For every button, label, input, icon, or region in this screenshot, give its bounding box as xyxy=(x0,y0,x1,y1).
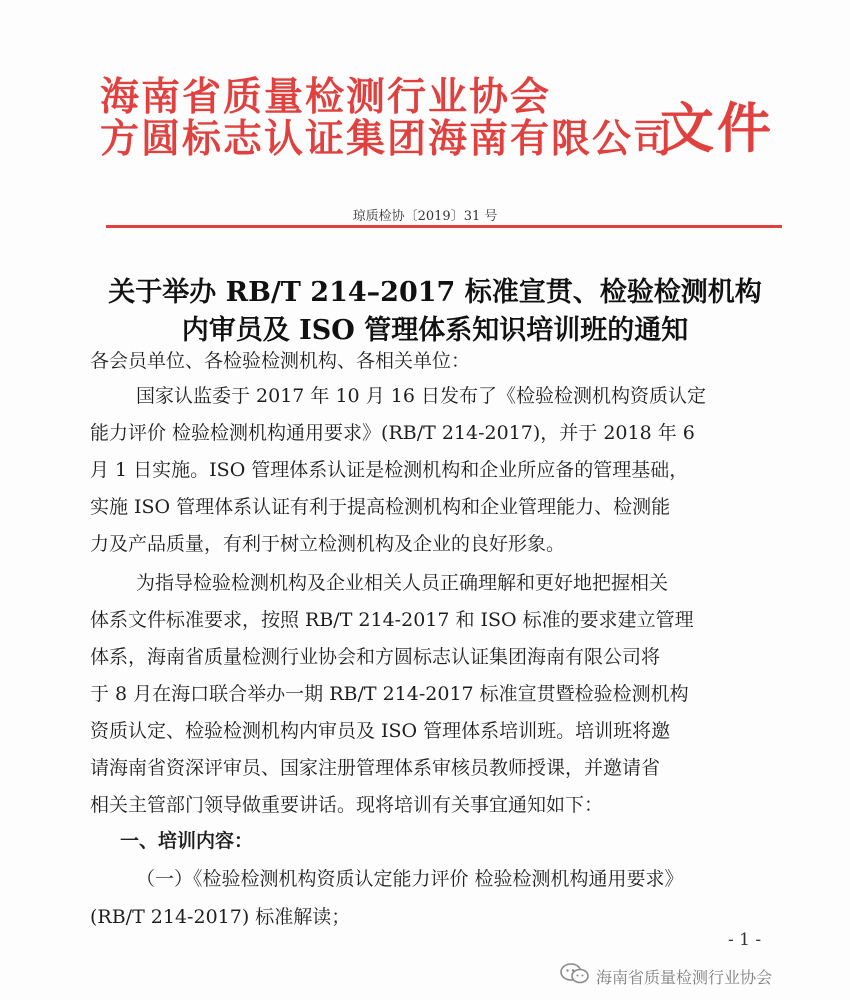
training-item-1: （一）《检验检测机构资质认定能力评价 检验检测机构通用要求》 xyxy=(136,868,684,890)
document-suffix: 文件 xyxy=(660,97,774,160)
training-item-1-continued: (RB/T 214-2017) 标准解读； xyxy=(90,906,351,928)
paragraph-line: 于 8 月在海口联合举办一期 RB/T 214-2017 标准宣贯暨检验检测机构 xyxy=(90,683,689,705)
wechat-icon xyxy=(560,963,590,989)
page-number: - 1 - xyxy=(728,930,762,950)
paragraph-line: 实施 ISO 管理体系认证有利于提高检测机构和企业管理能力、检测能 xyxy=(90,496,671,518)
paragraph-line: 体系，海南省质量检测行业协会和方圆标志认证集团海南有限公司将 xyxy=(90,646,661,668)
paragraph-line: 为指导检验检测机构及企业相关人员正确理解和更好地把握相关 xyxy=(136,572,669,594)
paragraph-line: 力及产品质量，有利于树立检测机构及企业的良好形象。 xyxy=(90,533,566,555)
paragraph-line: 能力评价 检验检测机构通用要求》(RB/T 214-2017)，并于 2018 年 6 xyxy=(90,422,695,444)
section-heading: 一、培训内容： xyxy=(120,830,254,852)
issuer-name-1: 海南省质量检测行业协会 xyxy=(100,75,552,120)
notice-title-line-1: 关于举办 RB/T 214–2017 标准宣贯、检验检测机构 xyxy=(108,277,762,308)
paragraph-line: 国家认监委于 2017 年 10 月 16 日发布了《检验检测机构资质认定 xyxy=(136,385,706,407)
paragraph-line: 月 1 日实施。ISO 管理体系认证是检测机构和企业所应备的管理基础， xyxy=(90,459,689,481)
salutation: 各会员单位、各检验检测机构、各相关单位： xyxy=(90,350,471,372)
issuer-name-2: 方圆标志认证集团海南有限公司 xyxy=(100,117,675,162)
paragraph-line: 资质认定、检验检测机构内审员及 ISO 管理体系培训班。培训班将邀 xyxy=(90,720,671,742)
watermark-text: 海南省质量检测行业协会 xyxy=(596,967,773,987)
paragraph-line: 体系文件标准要求，按照 RB/T 214-2017 和 ISO 标准的要求建立管理 xyxy=(90,609,694,631)
header-divider xyxy=(106,225,782,228)
paragraph-line: 相关主管部门领导做重要讲话。现将培训有关事宜通知如下： xyxy=(90,794,604,816)
watermark xyxy=(560,961,772,991)
notice-title-line-2: 内审员及 ISO 管理体系知识培训班的通知 xyxy=(181,315,689,346)
paragraph-line: 请海南省资深评审员、国家注册管理体系审核员教师授课，并邀请省 xyxy=(90,757,661,779)
document-number: 琼质检协〔2019〕31 号 xyxy=(352,209,498,224)
